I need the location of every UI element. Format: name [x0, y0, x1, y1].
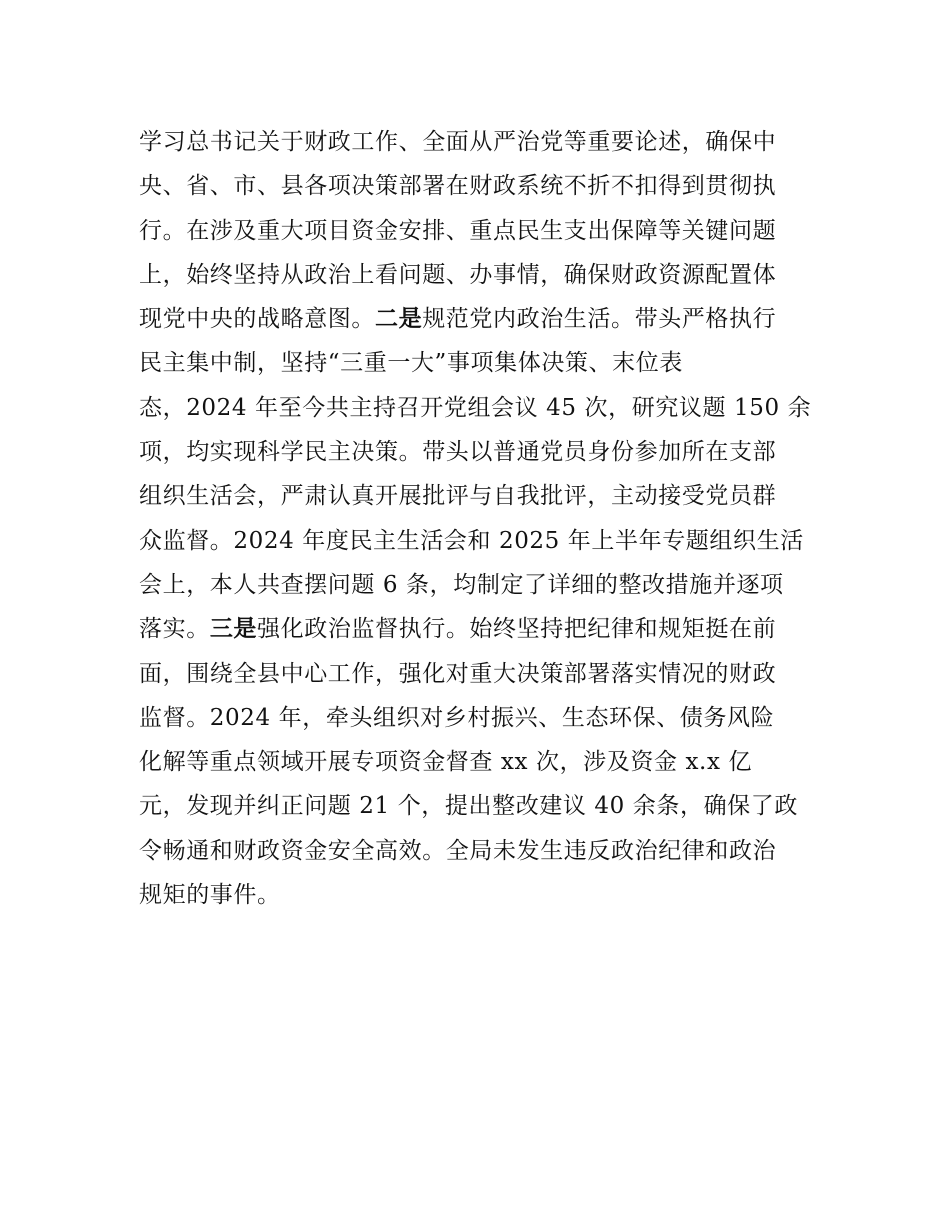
- text-segment: 规范党内政治生活。带头严格执行: [422, 306, 777, 333]
- text-line: 态，2024 年至今共主持召开党组会议 45 次，研究议题 150 余: [139, 394, 812, 421]
- text-line: 民主集中制，坚持“三重一大”事项集体决策、末位表: [139, 350, 683, 377]
- text-line: 监督。2024 年，牵头组织对乡村振兴、生态环保、债务风险: [139, 704, 775, 731]
- text-line: 令畅通和财政资金安全高效。全局未发生违反政治纪律和政治: [139, 837, 777, 864]
- text-line: 元，发现并纠正问题 21 个，提出整改建议 40 余条，确保了政: [139, 793, 798, 820]
- text-line: 上，始终坚持从政治上看问题、办事情，确保财政资源配置体: [139, 261, 777, 288]
- text-segment: 现党中央的战略意图。: [139, 306, 375, 333]
- text-line: 项，均实现科学民主决策。带头以普通党员身份参加所在支部: [139, 439, 777, 466]
- section-marker-three: 三是: [209, 616, 258, 643]
- text-line: 化解等重点领域开展专项资金督查 xx 次，涉及资金 x.x 亿: [139, 749, 753, 776]
- text-line: 规矩的事件。: [139, 882, 281, 909]
- text-segment: 落实。: [139, 616, 210, 643]
- text-line: [139, 607, 819, 651]
- text-line: 行。在涉及重大项目资金安排、重点民生支出保障等关键问题: [139, 217, 777, 244]
- section-marker-two: 二是: [375, 306, 423, 333]
- text-line: 面，围绕全县中心工作，强化对重大决策部署落实情况的财政: [139, 660, 777, 687]
- text-line: 央、省、市、县各项决策部署在财政系统不折不扣得到贯彻执: [139, 173, 777, 200]
- body-paragraph: [139, 120, 819, 917]
- text-line: 会上，本人共查摆问题 6 条，均制定了详细的整改措施并逐项: [139, 571, 784, 598]
- text-line: [139, 297, 819, 341]
- text-line: 组织生活会，严肃认真开展批评与自我批评，主动接受党员群: [139, 483, 777, 510]
- text-line: 学习总书记关于财政工作、全面从严治党等重要论述，确保中: [139, 129, 777, 155]
- text-line: 众监督。2024 年度民主生活会和 2025 年上半年专题组织生活: [139, 527, 804, 554]
- text-segment: 强化政治监督执行。始终坚持把纪律和规矩挺在前: [257, 616, 777, 643]
